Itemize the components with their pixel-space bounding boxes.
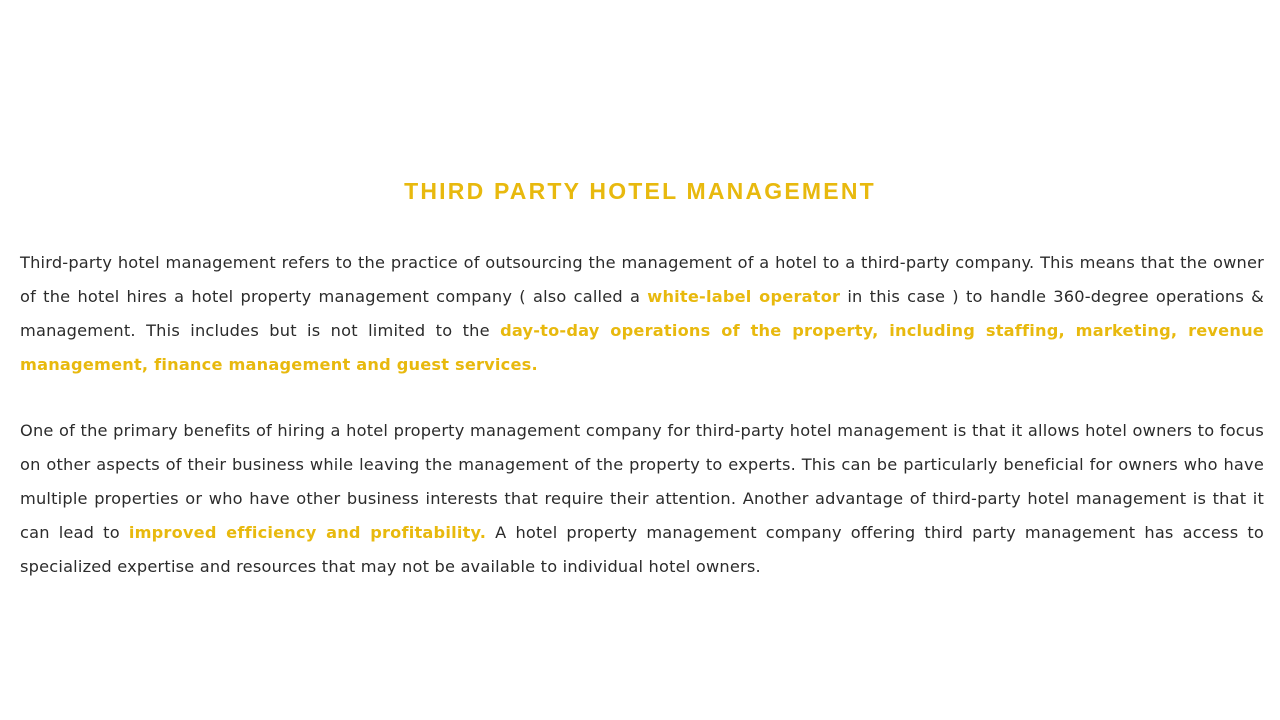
- highlight-day-to-day-operations: day-to-day operations of the property, including staffing, marketing, revenue management, finance management and guest services.: [20, 321, 1264, 374]
- benefits-text-1: One of the primary benefits of hiring a hotel property management company for third-party hotel management is that it allows hotel owners to focus on other aspects of their business while leaving the management of the property to experts. This can be particularly beneficial for owners who have multiple properties or who have other business interests that require their attention. Another advantage of third-party hotel management is that it can lead to: [20, 421, 1264, 542]
- intro-text-1: Third-party hotel management refers to the practice of outsourcing the management of a hotel to a third-party company. This means that the owner of the hotel hires a hotel property management company ( also called a: [20, 253, 1264, 306]
- intro-text-2: in this case ) to handle 360-degree operations & management. This includes but is not limited to the: [20, 287, 1264, 340]
- benefits-paragraph: [20, 414, 1264, 584]
- intro-paragraph: [20, 246, 1264, 382]
- highlight-white-label-operator: white-label operator: [647, 287, 841, 306]
- highlight-efficiency-profitability: improved efficiency and profitability.: [128, 523, 487, 542]
- benefits-text-2: A hotel property management company offering third party management has access to specialized expertise and resources that may not be available to individual hotel owners.: [20, 523, 1264, 576]
- page-title: THIRD PARTY HOTEL MANAGEMENT: [404, 178, 876, 204]
